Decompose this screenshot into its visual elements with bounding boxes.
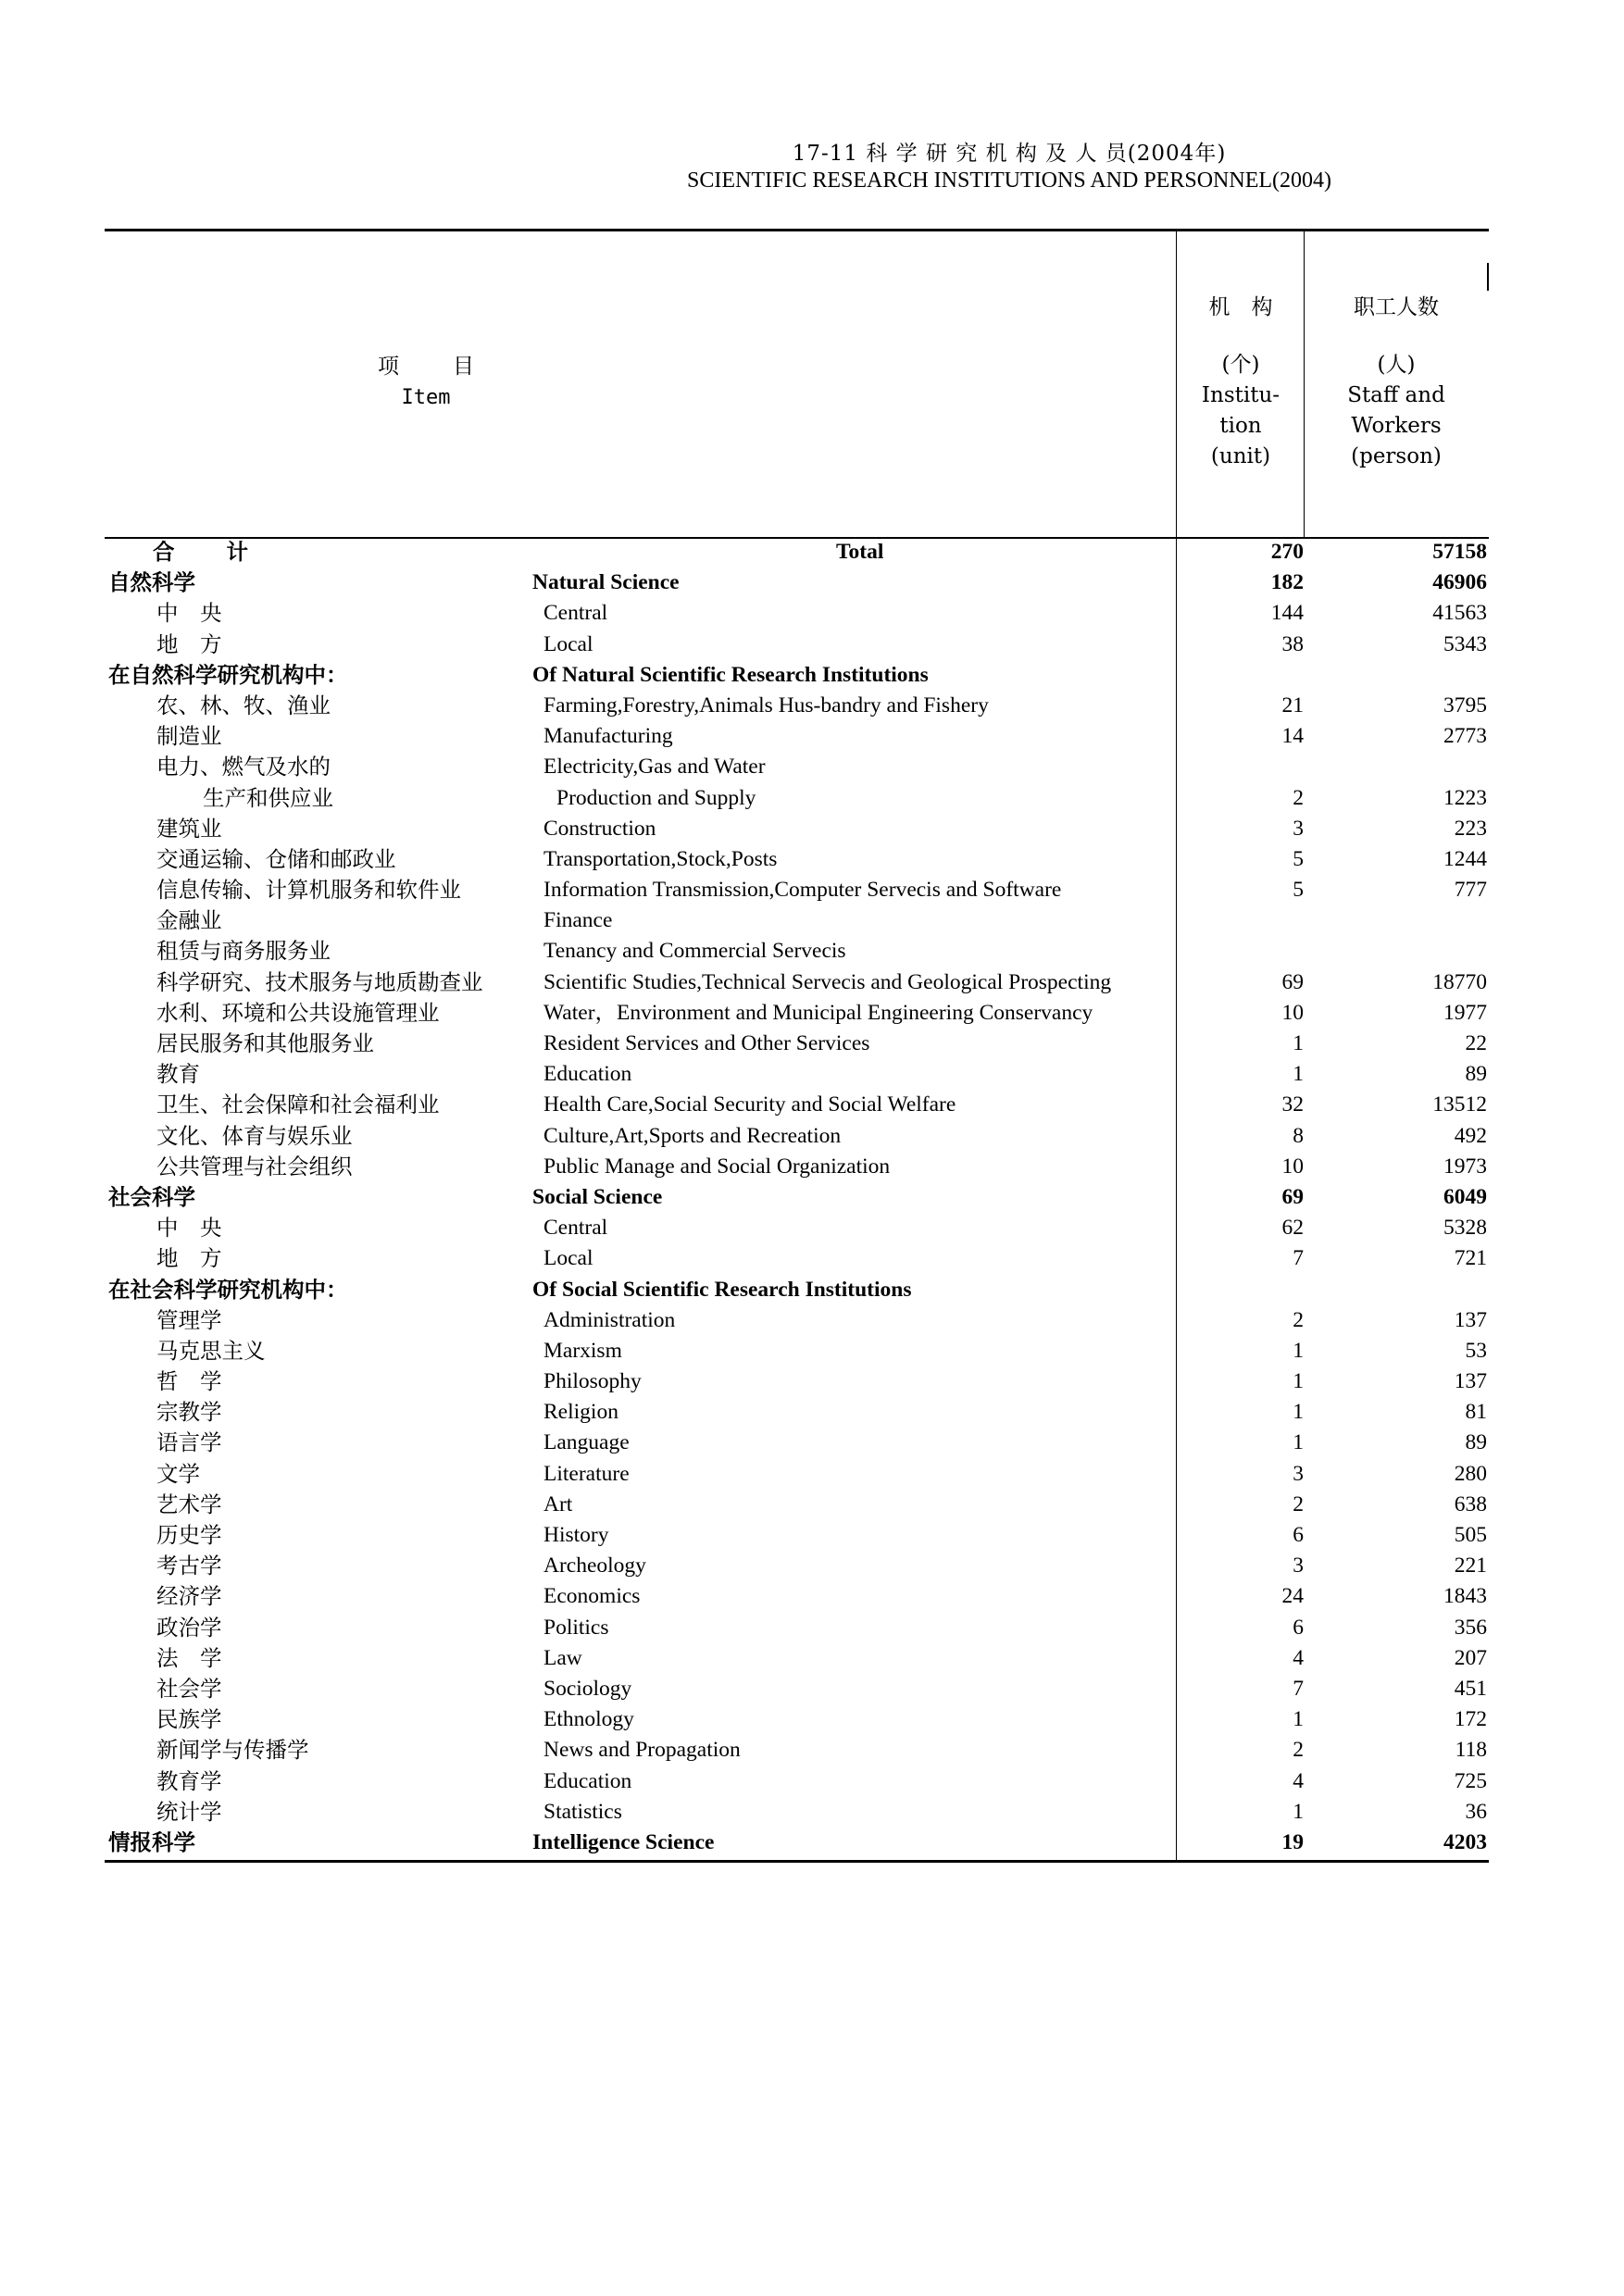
row-institutions: 3	[1293, 816, 1304, 841]
row-label-cn: 政治学	[156, 1614, 222, 1641]
row-staff: 13512	[1432, 1092, 1487, 1117]
row-label-en: Public Manage and Social Organization	[543, 1154, 891, 1179]
row-staff: 172	[1454, 1707, 1487, 1732]
row-label-cn: 租赁与商务服务业	[156, 938, 331, 965]
row-staff: 57158	[1432, 540, 1487, 564]
table-row	[105, 967, 1489, 998]
row-institutions: 38	[1281, 631, 1304, 656]
row-staff: 36	[1465, 1799, 1487, 1824]
row-staff: 2773	[1443, 724, 1487, 749]
row-institutions: 21	[1281, 693, 1304, 718]
table-row	[105, 1735, 1489, 1766]
row-label-cn: 在自然科学研究机构中：	[108, 661, 348, 688]
row-institutions: 2	[1293, 1307, 1304, 1332]
row-label-en: Of Natural Scientific Research Institutions	[532, 662, 929, 687]
header-institution-unit-en: (unit)	[1210, 444, 1271, 468]
row-staff: 1843	[1443, 1584, 1487, 1609]
row-staff: 3795	[1443, 693, 1487, 718]
row-institutions: 4	[1293, 1645, 1304, 1670]
row-label-en: Economics	[543, 1584, 641, 1609]
row-staff: 46906	[1432, 570, 1487, 595]
row-label-en: Social Science	[532, 1184, 663, 1209]
row-label-cn: 民族学	[156, 1706, 222, 1733]
header-institution-unit-cn: (个)	[1221, 353, 1260, 377]
table-row	[105, 1581, 1489, 1612]
row-label-cn: 经济学	[156, 1583, 222, 1610]
row-staff: 1977	[1443, 1000, 1487, 1025]
table-row	[105, 630, 1489, 660]
row-label-cn: 情报科学	[108, 1828, 195, 1855]
row-label-en: Literature	[543, 1461, 630, 1486]
table-row	[105, 1643, 1489, 1674]
table-row	[105, 783, 1489, 814]
table-row	[105, 936, 1489, 967]
header-item-en: Item	[401, 386, 451, 409]
row-staff: 1223	[1443, 785, 1487, 810]
row-label-en: Farming,Forestry,Animals Hus-bandry and Fishery	[543, 693, 989, 718]
row-institutions: 69	[1281, 969, 1304, 994]
row-label-en: Construction	[543, 816, 656, 841]
row-label-en: Central	[543, 1216, 608, 1241]
table-row	[105, 875, 1489, 905]
row-institutions: 1	[1293, 1799, 1304, 1824]
row-institutions: 10	[1281, 1154, 1304, 1179]
header-institution	[1178, 293, 1304, 472]
row-institutions: 14	[1281, 724, 1304, 749]
row-label-cn: 合计	[153, 539, 300, 565]
row-institutions: 182	[1270, 570, 1304, 595]
row-staff: 53	[1465, 1338, 1487, 1363]
table-row	[105, 752, 1489, 782]
table-row	[105, 1704, 1489, 1735]
row-label-en: Culture,Art,Sports and Recreation	[543, 1123, 842, 1148]
row-institutions: 6	[1293, 1523, 1304, 1547]
row-staff: 137	[1454, 1369, 1487, 1394]
row-label-en: Manufacturing	[543, 724, 673, 749]
table-row	[105, 1797, 1489, 1828]
row-institutions: 2	[1293, 785, 1304, 810]
row-staff: 638	[1454, 1491, 1487, 1516]
row-label-cn: 统计学	[156, 1798, 222, 1825]
row-staff: 5343	[1443, 631, 1487, 656]
row-label-cn: 科学研究、技术服务与地质勘查业	[156, 968, 483, 995]
table-row	[105, 1059, 1489, 1090]
table-row	[105, 1090, 1489, 1120]
row-label-en: News and Propagation	[543, 1738, 741, 1763]
table-row	[105, 844, 1489, 875]
row-label-cn: 管理学	[156, 1306, 222, 1333]
row-label-en: Local	[543, 631, 593, 656]
header-institution-cn: 机 构	[1208, 295, 1273, 319]
row-staff: 725	[1454, 1768, 1487, 1793]
table-row	[105, 1152, 1489, 1182]
row-label-cn: 建筑业	[156, 815, 222, 842]
row-staff: 118	[1455, 1738, 1487, 1763]
row-label-cn: 在社会科学研究机构中：	[108, 1276, 348, 1303]
table-row-section-heading	[105, 660, 1489, 691]
table-row	[105, 1520, 1489, 1551]
row-institutions: 2	[1293, 1738, 1304, 1763]
header-institution-en1: Institu-	[1201, 383, 1280, 407]
row-label-en: Tenancy and Commercial Servecis	[543, 939, 846, 964]
row-label-cn: 电力、燃气及水的	[156, 754, 331, 780]
row-label-en: Law	[543, 1645, 582, 1670]
row-staff: 356	[1454, 1615, 1487, 1640]
row-label-cn: 水利、环境和公共设施管理业	[156, 999, 440, 1026]
row-label-cn: 文学	[156, 1460, 200, 1487]
row-staff: 137	[1454, 1307, 1487, 1332]
row-label-en: Transportation,Stock,Posts	[543, 846, 778, 871]
row-label-cn: 历史学	[156, 1522, 222, 1548]
table-row	[105, 1428, 1489, 1458]
row-staff: 1973	[1443, 1154, 1487, 1179]
row-label-cn: 法 学	[156, 1644, 222, 1671]
row-staff: 1244	[1443, 846, 1487, 871]
row-label-en: Local	[543, 1246, 593, 1271]
header-institution-en2: tion	[1219, 414, 1262, 438]
table-row-natural-science	[105, 568, 1489, 598]
table-row	[105, 1366, 1489, 1397]
row-institutions: 1	[1293, 1062, 1304, 1087]
row-staff: 6049	[1443, 1184, 1487, 1209]
row-institutions: 270	[1270, 540, 1304, 564]
row-staff: 4203	[1443, 1829, 1487, 1854]
row-label-en: Sociology	[543, 1676, 632, 1701]
table-row	[105, 1305, 1489, 1336]
row-institutions: 5	[1293, 878, 1304, 903]
row-staff: 280	[1454, 1461, 1487, 1486]
row-institutions: 3	[1293, 1554, 1304, 1578]
row-label-cn: 农、林、牧、渔业	[156, 692, 331, 718]
row-institutions: 8	[1293, 1123, 1304, 1148]
row-institutions: 32	[1281, 1092, 1304, 1117]
row-staff: 223	[1454, 816, 1487, 841]
row-staff: 492	[1454, 1123, 1487, 1148]
row-label-en: Information Transmission,Computer Servecis and Software	[543, 878, 1062, 903]
row-staff: 18770	[1432, 969, 1487, 994]
table-row	[105, 1674, 1489, 1704]
row-staff: 81	[1465, 1400, 1487, 1425]
row-institutions: 5	[1293, 846, 1304, 871]
table-row-intelligence-science	[105, 1828, 1489, 1858]
table-row	[105, 691, 1489, 721]
row-label-cn: 居民服务和其他服务业	[156, 1030, 374, 1056]
row-label-en: Archeology	[543, 1554, 646, 1578]
table-row	[105, 598, 1489, 629]
row-label-en: Scientific Studies,Technical Servecis and Geological Prospecting	[543, 969, 1112, 994]
row-label-cn: 社会学	[156, 1675, 222, 1702]
row-label-cn: 制造业	[156, 723, 222, 750]
row-label-cn: 教育学	[156, 1767, 222, 1794]
row-label-en: Education	[543, 1062, 632, 1087]
row-label-en: Intelligence Science	[532, 1829, 715, 1854]
row-label-en: Natural Science	[532, 570, 680, 595]
row-label-en: Health Care,Social Security and Social Welfare	[543, 1092, 956, 1117]
row-label-en: Total	[836, 540, 884, 564]
row-institutions: 4	[1293, 1768, 1304, 1793]
row-label-en: History	[543, 1523, 609, 1547]
row-label-cn: 生产和供应业	[203, 784, 333, 811]
row-institutions: 10	[1281, 1000, 1304, 1025]
table-row-section-heading	[105, 1275, 1489, 1305]
row-institutions: 62	[1281, 1216, 1304, 1241]
row-staff: 41563	[1432, 601, 1487, 626]
row-label-cn: 语言学	[156, 1429, 222, 1456]
row-institutions: 24	[1281, 1584, 1304, 1609]
table-row-total	[105, 537, 1489, 568]
row-label-en: Electricity,Gas and Water	[543, 755, 766, 780]
row-label-en: Finance	[543, 908, 613, 933]
row-label-en: Art	[543, 1491, 573, 1516]
data-table-body	[105, 537, 1489, 1858]
row-label-en: Religion	[543, 1400, 618, 1425]
row-staff: 777	[1454, 878, 1487, 903]
row-label-cn: 地 方	[156, 1245, 222, 1272]
row-label-cn: 自然科学	[108, 569, 195, 596]
row-staff: 22	[1465, 1031, 1487, 1055]
row-label-en: Politics	[543, 1615, 609, 1640]
row-label-en: Statistics	[543, 1799, 622, 1824]
table-row	[105, 998, 1489, 1029]
row-institutions: 1	[1293, 1369, 1304, 1394]
row-staff: 89	[1465, 1062, 1487, 1087]
row-institutions: 1	[1293, 1707, 1304, 1732]
header-staff-en2: Workers	[1351, 414, 1442, 438]
table-row	[105, 1243, 1489, 1274]
row-label-cn: 文化、体育与娱乐业	[156, 1122, 353, 1149]
table-title-en: SCIENTIFIC RESEARCH INSTITUTIONS AND PERSONNEL(2004)	[686, 168, 1331, 193]
row-label-cn: 宗教学	[156, 1399, 222, 1426]
row-label-en: Ethnology	[543, 1707, 634, 1732]
table-row	[105, 814, 1489, 844]
row-label-en: Resident Services and Other Services	[543, 1031, 870, 1055]
row-label-cn: 教育	[156, 1061, 200, 1088]
column-divider-institution	[1304, 231, 1305, 537]
header-item-cn: 项目	[378, 355, 528, 379]
row-label-cn: 艺术学	[156, 1491, 222, 1517]
row-institutions: 144	[1270, 601, 1304, 626]
row-label-cn: 中 央	[156, 1215, 222, 1242]
row-label-cn: 地 方	[156, 630, 222, 657]
row-staff: 207	[1454, 1645, 1487, 1670]
row-label-en: Marxism	[543, 1338, 622, 1363]
table-row	[105, 1029, 1489, 1059]
row-staff: 451	[1454, 1676, 1487, 1701]
row-label-cn: 交通运输、仓储和邮政业	[156, 845, 396, 872]
row-label-cn: 哲 学	[156, 1368, 222, 1395]
row-label-cn: 卫生、社会保障和社会福利业	[156, 1092, 440, 1118]
header-item	[278, 352, 574, 413]
text-cursor	[1487, 263, 1489, 291]
row-institutions: 6	[1293, 1615, 1304, 1640]
row-label-en: Of Social Scientific Research Institutions	[532, 1277, 912, 1302]
row-staff: 89	[1465, 1430, 1487, 1455]
row-label-cn: 新闻学与传播学	[156, 1737, 309, 1764]
row-institutions: 1	[1293, 1430, 1304, 1455]
row-staff: 5328	[1443, 1216, 1487, 1241]
table-row	[105, 1490, 1489, 1520]
row-staff: 221	[1454, 1554, 1487, 1578]
header-staff-en1: Staff and	[1347, 383, 1445, 407]
table-row	[105, 1121, 1489, 1152]
row-institutions: 69	[1281, 1184, 1304, 1209]
row-label-cn: 中 央	[156, 600, 222, 627]
header-staff-cn: 职工人数	[1354, 295, 1439, 319]
row-institutions: 1	[1293, 1031, 1304, 1055]
table-row	[105, 1613, 1489, 1643]
row-label-en: Philosophy	[543, 1369, 642, 1394]
row-label-cn: 信息传输、计算机服务和软件业	[156, 877, 461, 904]
row-label-en: Water，Environment and Municipal Engineering Conservancy	[543, 1000, 1093, 1025]
row-label-en: Production and Supply	[556, 785, 756, 810]
table-title-cn: 17-11 科 学 研 究 机 构 及 人 员(2004年)	[792, 142, 1227, 166]
row-staff: 721	[1454, 1246, 1487, 1271]
header-top-rule	[105, 229, 1489, 231]
table-row	[105, 1213, 1489, 1243]
row-label-cn: 社会科学	[108, 1183, 195, 1210]
table-row	[105, 1336, 1489, 1366]
row-label-cn: 公共管理与社会组织	[156, 1153, 353, 1179]
table-row	[105, 905, 1489, 936]
row-institutions: 3	[1293, 1461, 1304, 1486]
row-institutions: 19	[1281, 1829, 1304, 1854]
table-row	[105, 721, 1489, 752]
header-staff-unit-cn: (人)	[1377, 353, 1416, 377]
row-label-en: Education	[543, 1768, 632, 1793]
row-label-en: Administration	[543, 1307, 676, 1332]
table-row	[105, 1766, 1489, 1797]
row-institutions: 1	[1293, 1338, 1304, 1363]
row-institutions: 7	[1293, 1246, 1304, 1271]
row-staff: 505	[1454, 1523, 1487, 1547]
row-label-en: Central	[543, 601, 608, 626]
table-row	[105, 1397, 1489, 1428]
header-staff	[1305, 293, 1487, 472]
table-bottom-rule	[105, 1860, 1489, 1863]
row-institutions: 1	[1293, 1400, 1304, 1425]
row-label-cn: 马克思主义	[156, 1337, 266, 1364]
table-row-social-science	[105, 1182, 1489, 1213]
row-label-en: Language	[543, 1430, 630, 1455]
table-row	[105, 1459, 1489, 1490]
row-institutions: 2	[1293, 1491, 1304, 1516]
table-row	[105, 1551, 1489, 1581]
row-institutions: 7	[1293, 1676, 1304, 1701]
row-label-cn: 考古学	[156, 1553, 222, 1579]
header-staff-unit-en: (person)	[1351, 444, 1442, 468]
row-label-cn: 金融业	[156, 907, 222, 934]
